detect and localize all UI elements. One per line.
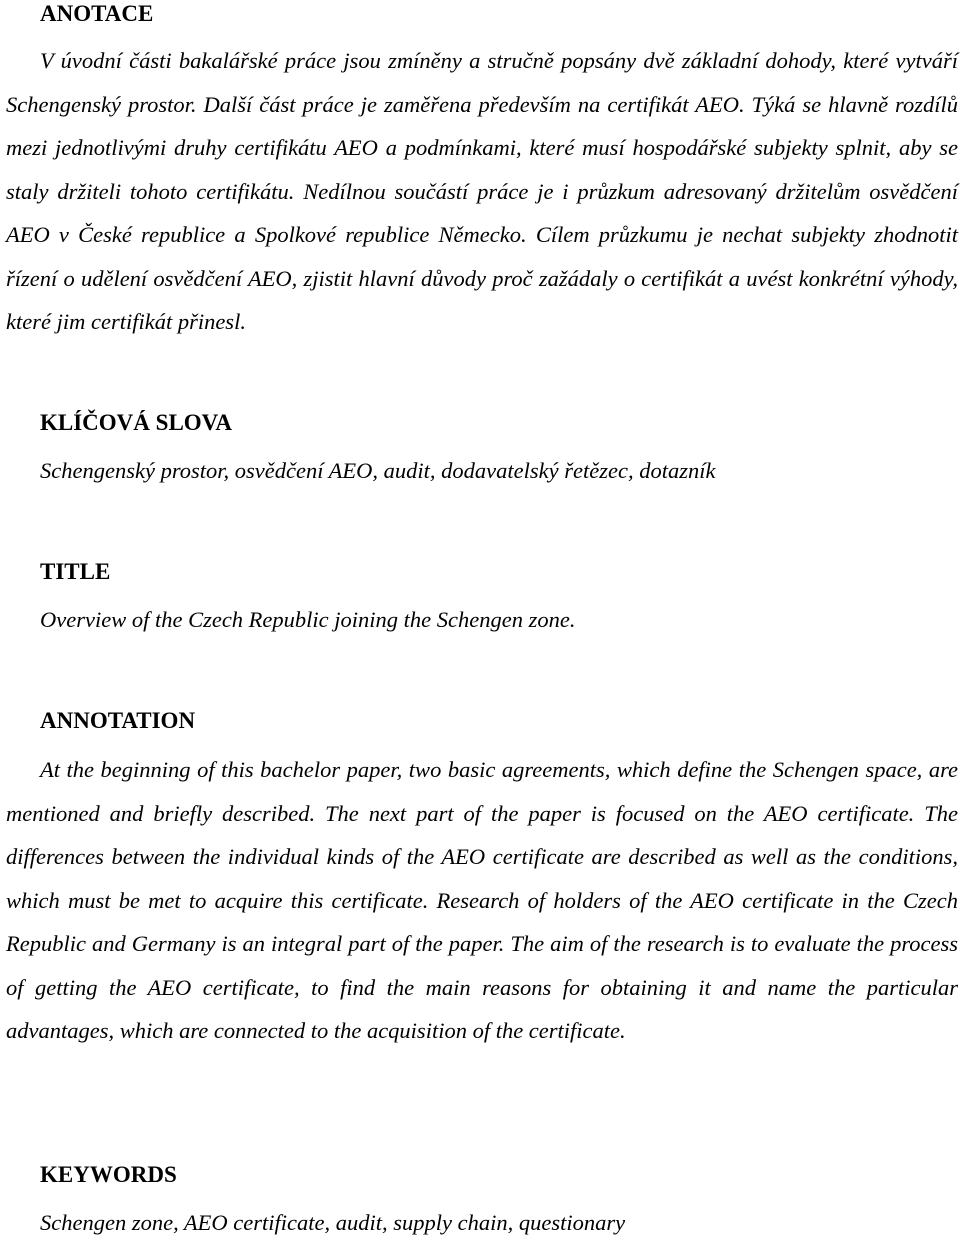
title-text: Overview of the Czech Republic joining the Schengen zone. [40, 607, 576, 632]
klicova-slova-heading: KLÍČOVÁ SLOVA [40, 410, 232, 435]
annotation-text: At the beginning of this bachelor paper, two basic agreements, which define the Schengen space, are mentioned and briefly described. The next part of the paper is focused on the AEO certificate. The differences between the individual kinds of the AEO certificate are described as well as the conditions, which must be met to acquire this certificate. Research of holders of the AEO certificate in the Czech Republic and Germany is an integral part of the paper. The aim of the research is to evaluate the process of getting the AEO certificate, to find the main reasons for obtaining it and name the particular advantages, which are connected to the acquisition of the certificate. [6, 757, 958, 1043]
title-heading: TITLE [40, 559, 111, 584]
klicova-slova-text: Schengenský prostor, osvědčení AEO, audit, dodavatelský řetězec, dotazník [40, 458, 716, 483]
keywords-text: Schengen zone, AEO certificate, audit, supply chain, questionary [40, 1210, 626, 1235]
annotation-heading: ANNOTATION [40, 708, 196, 733]
anotace-text: V úvodní části bakalářské práce jsou zmíněny a stručně popsány dvě základní dohody, které vytváří Schengenský prostor. Další část práce je zaměřena především na certifikát AEO. Týká se hlavně rozdílů mezi jednotlivými druhy certifikátu AEO a podmínkami, které musí hospodářské subjekty splnit, aby se staly držiteli tohoto certifikátu. Nedílnou součástí práce je i průzkum adresovaný držitelům osvědčení AEO v České republice a Spolkové republice Německo. Cílem průzkumu je nechat subjekty zhodnotit řízení o udělení osvědčení AEO, zjistit hlavní důvody proč zažádaly o certifikát a uvést konkrétní výhody, které jim certifikát přinesl. [6, 48, 958, 334]
keywords-heading: KEYWORDS [40, 1162, 177, 1187]
anotace-heading: ANOTACE [40, 1, 154, 26]
